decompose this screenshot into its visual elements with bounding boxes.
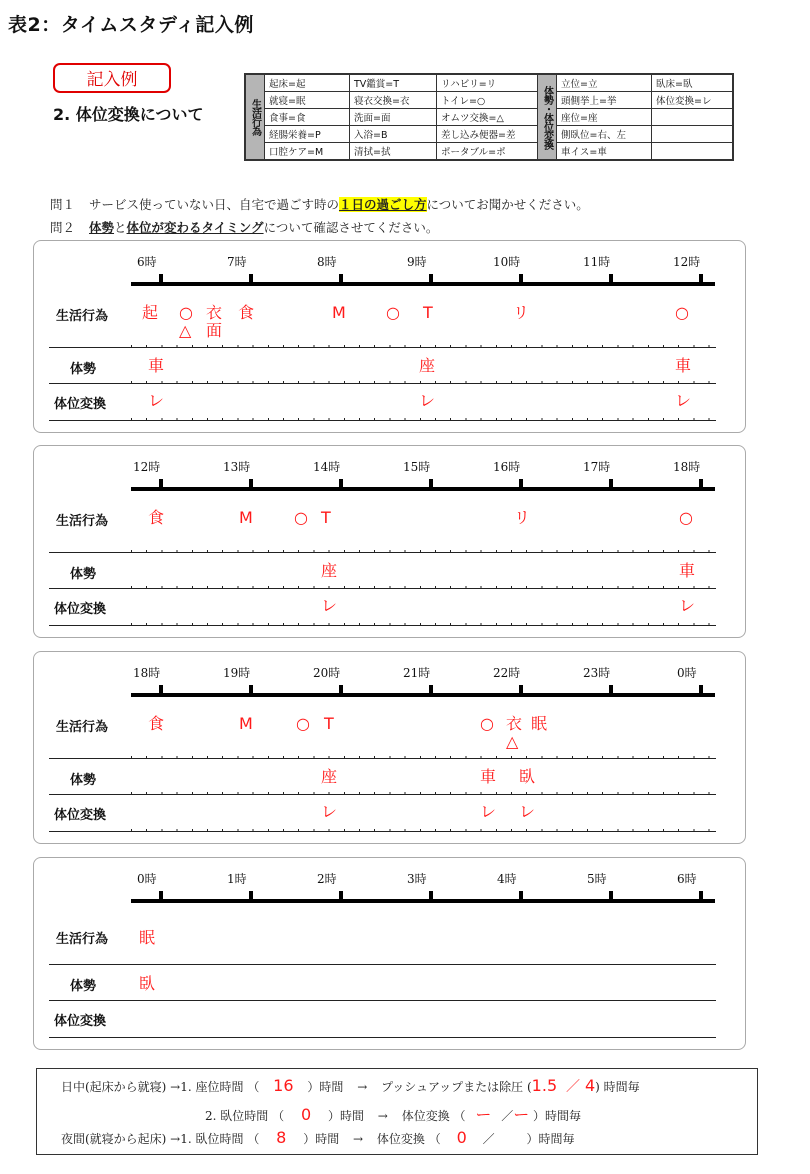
row-label-posture: 体勢 (70, 362, 97, 377)
activity-mark: 食 (238, 303, 255, 322)
question-number: 問１ (50, 197, 76, 212)
section-title: 2. 体位変換について (53, 105, 204, 124)
legend-cell: 入浴=B (350, 126, 437, 143)
quarter-hour-dots (131, 550, 715, 553)
quarter-hour-dots (131, 792, 715, 795)
posture-mark: 車 (148, 356, 165, 375)
row-label-activity: 生活行為 (56, 514, 109, 529)
hour-label: 12時 (133, 460, 161, 474)
legend-cell: 差し込み便器=差 (437, 126, 538, 143)
quarter-hour-dots (131, 756, 715, 759)
question-2 (50, 218, 438, 236)
summary-end: ）時間毎 (533, 1109, 582, 1123)
activity-mark: ○ (179, 303, 193, 322)
hour-label: 23時 (583, 666, 611, 680)
summary-action: 体位変換 （ (376, 1132, 441, 1146)
reposition-value-2: ー (513, 1105, 530, 1124)
posture-mark: 臥 (519, 767, 536, 786)
legend-cell (652, 143, 734, 161)
activity-mark: 起 (142, 303, 159, 322)
hour-label: 9時 (407, 255, 427, 269)
activity-mark: 眠 (139, 928, 156, 947)
hour-label: 6時 (137, 255, 157, 269)
quarter-hour-dots (131, 418, 715, 421)
slash: ／ (482, 1132, 495, 1146)
question-number: 問２ (50, 220, 76, 235)
arrow-icon: → (353, 1132, 364, 1146)
legend-cell (652, 126, 734, 143)
activity-mark: ○ (480, 714, 494, 733)
hour-label: 10時 (493, 255, 521, 269)
quarter-hour-dots (131, 623, 715, 626)
summary-line-3 (61, 1128, 574, 1147)
activity-mark: ○ (679, 508, 693, 527)
activity-mark: ○ (675, 303, 689, 322)
legend-cell: 側臥位=右、左 (557, 126, 652, 143)
summary-label: 座位時間 （ (195, 1080, 260, 1094)
legend-cell: 食事=食 (265, 109, 350, 126)
posture-mark: 車 (675, 356, 692, 375)
posture-mark: 臥 (139, 974, 156, 993)
hour-label: 18時 (133, 666, 161, 680)
hour-label: 21時 (403, 666, 431, 680)
legend-cell: 頭側挙上=挙 (557, 92, 652, 109)
row-label-activity: 生活行為 (56, 932, 109, 947)
activity-mark: 食 (148, 714, 165, 733)
row-divider (49, 1037, 716, 1038)
hour-label: 2時 (317, 872, 337, 886)
reposition-mark: レ (419, 391, 436, 410)
hour-label: 7時 (227, 255, 247, 269)
reposition-mark: レ (480, 802, 497, 821)
reposition-mark: レ (321, 596, 338, 615)
question-text: についてお聞かせください。 (426, 197, 589, 212)
page-title: 表2：タイムスタディ記入例 (8, 14, 254, 36)
row-label-reposition: 体位変換 (54, 602, 107, 617)
posture-mark: 車 (480, 767, 497, 786)
legend-cell: 臥床=臥 (652, 74, 734, 92)
question-1 (50, 195, 589, 213)
activity-mark: T (324, 714, 334, 733)
legend-cell: オムツ交換=△ (437, 109, 538, 126)
reposition-mark: レ (675, 391, 692, 410)
activity-mark: リ (513, 303, 530, 322)
row-divider (49, 1000, 716, 1001)
legend-cell: 口腔ケア=M (265, 143, 350, 161)
legend-cell: 立位=立 (557, 74, 652, 92)
hour-label: 14時 (313, 460, 341, 474)
summary-action: 体位変換 （ (401, 1109, 466, 1123)
row-label-activity: 生活行為 (56, 720, 109, 735)
activity-mark: 面 (206, 321, 223, 340)
summary-line-1 (61, 1076, 640, 1096)
underlined-phrase: 体勢 (89, 220, 115, 235)
hour-label: 12時 (673, 255, 701, 269)
hour-label: 20時 (313, 666, 341, 680)
arrow-icon: → (377, 1109, 388, 1123)
time-axis (131, 282, 715, 286)
legend-cell: 起床=起 (265, 74, 350, 92)
legend-cell: 洗面=面 (350, 109, 437, 126)
reposition-mark: レ (519, 802, 536, 821)
summary-box (36, 1068, 758, 1155)
summary-prefix: 日中(起床から就寝) →1. (61, 1080, 192, 1094)
hour-label: 13時 (223, 460, 251, 474)
arrow-icon: → (357, 1080, 368, 1094)
hour-label: 18時 (673, 460, 701, 474)
hour-label: 11時 (583, 255, 611, 269)
activity-mark: T (423, 303, 433, 322)
summary-label: 臥位時間 （ (220, 1109, 285, 1123)
reposition-value-1: ー (475, 1105, 492, 1124)
hour-label: 16時 (493, 460, 521, 474)
activity-mark: M (239, 508, 253, 527)
highlighted-phrase: １日の過ごし方 (339, 197, 427, 212)
summary-label: 臥位時間 （ (195, 1132, 260, 1146)
row-label-posture: 体勢 (70, 979, 97, 994)
pushup-value-2: 4 (584, 1076, 596, 1095)
row-divider (49, 964, 716, 965)
slash: ／ (565, 1079, 580, 1095)
example-badge: 記入例 (53, 63, 171, 93)
legend-cell: 車イス=車 (557, 143, 652, 161)
hour-label: 17時 (583, 460, 611, 474)
summary-line-2 (205, 1102, 581, 1125)
time-axis (131, 693, 715, 697)
hour-label: 15時 (403, 460, 431, 474)
activity-mark: 衣 (506, 714, 523, 733)
summary-action: プッシュアップまたは除圧 ( (381, 1080, 532, 1094)
underlined-phrase: 体位が変わるタイミング (126, 220, 264, 235)
legend-cell: ポータブル=ポ (437, 143, 538, 161)
activity-mark: リ (514, 508, 531, 527)
summary-prefix: 2. (205, 1109, 217, 1123)
timeline-block-4 (33, 857, 746, 1050)
time-axis (131, 487, 715, 491)
reposition-mark: レ (148, 391, 165, 410)
reposition-mark: レ (321, 802, 338, 821)
activity-mark: ○ (386, 303, 400, 322)
hour-label: 8時 (317, 255, 337, 269)
legend-cell: 就寝=眠 (265, 92, 350, 109)
summary-unit: ）時間 (327, 1109, 364, 1123)
time-axis (131, 899, 715, 903)
posture-mark: 座 (321, 767, 338, 786)
posture-mark: 座 (321, 561, 338, 580)
night-reposition-value-1: 0 (456, 1128, 467, 1147)
row-label-reposition: 体位変換 (54, 1014, 107, 1029)
legend-table (244, 73, 734, 161)
quarter-hour-dots (131, 586, 715, 589)
hour-label: 5時 (587, 872, 607, 886)
activity-mark: T (321, 508, 331, 527)
row-label-posture: 体勢 (70, 773, 97, 788)
legend-cell: 寝衣交換=衣 (350, 92, 437, 109)
activity-mark: 眠 (531, 714, 548, 733)
legend-group-activity: 生活行為 (245, 74, 265, 160)
quarter-hour-dots (131, 829, 715, 832)
activity-mark: 食 (148, 508, 165, 527)
timeline-block-2 (33, 445, 746, 638)
question-text: と (114, 220, 127, 235)
activity-mark: ○ (294, 508, 308, 527)
legend-cell: 体位変換=レ (652, 92, 734, 109)
hour-label: 6時 (677, 872, 697, 886)
legend-cell: TV鑑賞=T (350, 74, 437, 92)
row-label-activity: 生活行為 (56, 309, 109, 324)
legend-cell: 清拭=拭 (350, 143, 437, 161)
quarter-hour-dots (131, 345, 715, 348)
hour-label: 4時 (497, 872, 517, 886)
pushup-value-1: 1.5 (531, 1076, 558, 1095)
reposition-mark: レ (679, 596, 696, 615)
night-lying-hours-value: 8 (276, 1128, 287, 1147)
summary-end: ）時間毎 (526, 1132, 575, 1146)
summary-unit: ）時間 (307, 1080, 344, 1094)
activity-mark: △ (179, 321, 192, 340)
summary-end: ) 時間毎 (595, 1080, 640, 1094)
timeline-block-3 (33, 651, 746, 844)
activity-mark: △ (506, 732, 519, 751)
hour-label: 1時 (227, 872, 247, 886)
hour-label: 22時 (493, 666, 521, 680)
quarter-hour-dots (131, 381, 715, 384)
legend-cell: トイレ=○ (437, 92, 538, 109)
activity-mark: M (239, 714, 253, 733)
hour-label: 3時 (407, 872, 427, 886)
hour-label: 0時 (677, 666, 697, 680)
question-text: について確認させてください。 (263, 220, 439, 235)
row-label-reposition: 体位変換 (54, 808, 107, 823)
legend-cell: リハビリ=リ (437, 74, 538, 92)
hour-label: 19時 (223, 666, 251, 680)
legend-group-posture: 体勢・体位変換 (538, 74, 557, 160)
lying-hours-value: 0 (300, 1105, 312, 1124)
legend-cell: 経腸栄養=P (265, 126, 350, 143)
row-label-reposition: 体位変換 (54, 397, 107, 412)
night-reposition-value-2 (495, 1128, 523, 1147)
legend-cell: 座位=座 (557, 109, 652, 126)
summary-prefix: 夜間(就寝から起床) →1. (61, 1132, 192, 1146)
sitting-hours-value: 16 (273, 1076, 294, 1095)
activity-mark: M (332, 303, 346, 322)
timeline-block-1 (33, 240, 746, 433)
posture-mark: 座 (419, 356, 436, 375)
row-label-posture: 体勢 (70, 567, 97, 582)
hour-label: 0時 (137, 872, 157, 886)
question-text: サービス使っていない日、自宅で過ごす時の (89, 197, 340, 212)
legend-cell (652, 109, 734, 126)
activity-mark: 衣 (206, 303, 223, 322)
summary-unit: ）時間 (303, 1132, 340, 1146)
posture-mark: 車 (679, 561, 696, 580)
activity-mark: ○ (296, 714, 310, 733)
slash: ／ (501, 1109, 514, 1123)
